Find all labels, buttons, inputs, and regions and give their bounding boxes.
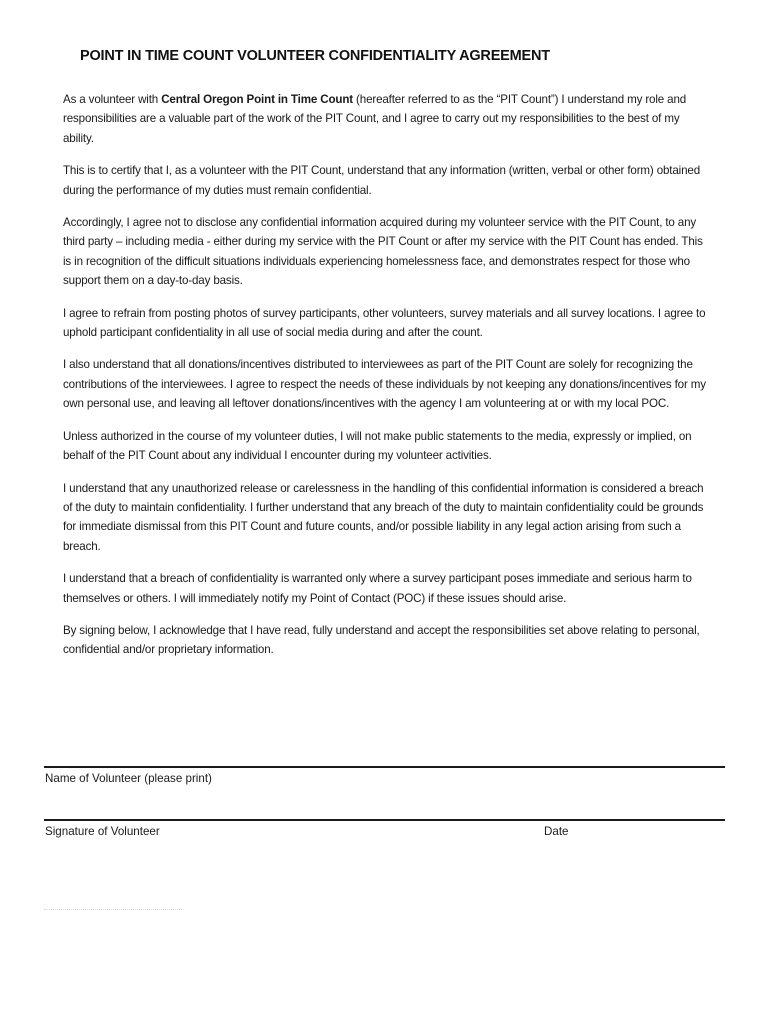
volunteer-name-label: Name of Volunteer (please print) [45,772,212,785]
paragraph-intro [63,90,711,148]
paragraph-nondisclosure: Accordingly, I agree not to disclose any confidential information acquired during my volunteer service with the PIT Count, to any third party – including media - either during my service with the PIT Count or after my service with the PIT Count has ended. This is in recognition of the difficult situations individuals experiencing homelessness face, and demonstrates respect for those who support them on a day-to-day basis. [63,216,703,288]
paragraph-exception: I understand that a breach of confidentiality is warranted only where a survey participant poses immediate and serious harm to themselves or others. I will immediately notify my Point of Contact (POC) if these issues should arise. [63,572,692,605]
page-title: POINT IN TIME COUNT VOLUNTEER CONFIDENTIALITY AGREEMENT [80,48,550,64]
faint-divider [44,909,182,910]
paragraph-acknowledgement: By signing below, I acknowledge that I have read, fully understand and accept the responsibilities set above relating to personal, confidential and/or proprietary information. [63,623,700,657]
agreement-body [63,90,711,673]
intro-prefix: As a volunteer with [63,93,162,106]
paragraph-certify: This is to certify that I, as a volunteer with the PIT Count, understand that any information (written, verbal or other form) obtained during the performance of my duties must remain confidential. [63,164,700,197]
intro-suffix: (hereafter referred to as the “PIT Count”) I understand my role and responsibilities are a valuable part of the work of the PIT Count, and I agree to carry out my responsibilities to the best of my ability. [63,93,687,145]
volunteer-signature-label: Signature of Volunteer [45,825,160,838]
organization-name: Central Oregon Point in Time Count [161,93,353,106]
paragraph-donations: I also understand that all donations/incentives distributed to interviewees as part of the PIT Count are solely for recognizing the contributions of the interviewees. I agree to respect the needs of these individuals by not keeping any donations/incentives for my own personal use, and leaving all leftover donations/incentives with the agency I am volunteering at or with my local POC. [63,358,706,411]
paragraph-photos-social-media: I agree to refrain from posting photos of survey participants, other volunteers, survey materials and all survey locations. I agree to uphold participant confidentiality in all use of social media during and after the count. [63,306,706,340]
date-label: Date [544,825,569,838]
paragraph-breach: I understand that any unauthorized release or carelessness in the handling of this confidential information is considered a breach of the duty to maintain confidentiality. I further understand that any breach of the duty to maintain confidentiality could be grounds for immediate dismissal from this PIT Count and future counts, and/or possible liability in any legal action arising from such a breach. [63,481,704,553]
volunteer-name-line[interactable] [44,766,725,768]
paragraph-public-statements: Unless authorized in the course of my volunteer duties, I will not make public statements to the media, expressly or implied, on behalf of the PIT Count about any individual I encounter during my volunteer activities. [63,429,692,463]
volunteer-signature-line[interactable] [44,819,725,821]
